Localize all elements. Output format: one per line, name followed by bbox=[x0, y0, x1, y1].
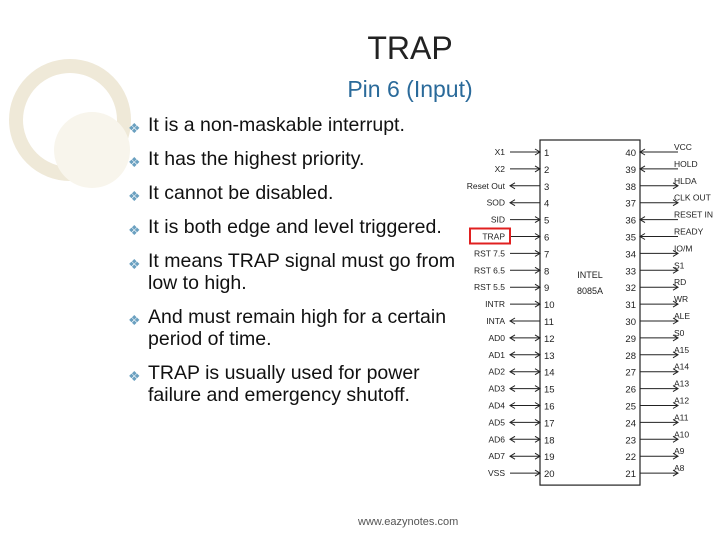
pin-label: X1 bbox=[494, 147, 505, 157]
pin-number: 37 bbox=[625, 198, 636, 210]
pin-number: 35 bbox=[625, 232, 636, 244]
pin-label: A15 bbox=[674, 344, 690, 355]
pin-number: 30 bbox=[625, 317, 636, 328]
pin-label: AD2 bbox=[488, 366, 505, 377]
pin-label: RST 6.5 bbox=[473, 265, 505, 276]
bullet-item bbox=[128, 182, 458, 204]
pin-label: AD1 bbox=[488, 349, 505, 360]
pin-number: 17 bbox=[544, 418, 555, 430]
pin-label: A14 bbox=[674, 361, 690, 372]
pin-number: 29 bbox=[625, 333, 636, 345]
bullet-item bbox=[128, 148, 458, 170]
pin-number: 22 bbox=[625, 452, 636, 464]
chip-label: INTEL bbox=[577, 270, 603, 280]
pin-label: HOLD bbox=[674, 158, 698, 169]
pin-number: 19 bbox=[544, 452, 555, 464]
pin-number: 28 bbox=[625, 350, 636, 362]
pin-label: INTR bbox=[485, 299, 505, 310]
pin-number: 7 bbox=[544, 249, 550, 261]
pin-number: 38 bbox=[625, 181, 636, 193]
bullet-marker-icon: ❖ bbox=[128, 188, 141, 204]
bullet-item bbox=[128, 216, 458, 238]
pin-number: 4 bbox=[544, 198, 550, 210]
pin-number: 21 bbox=[625, 469, 636, 481]
pin-label: TRAP bbox=[482, 231, 505, 242]
pin-label: CLK OUT bbox=[674, 192, 711, 203]
pin-number: 34 bbox=[625, 249, 636, 261]
pin-number: 11 bbox=[544, 317, 554, 328]
bullet-marker-icon: ❖ bbox=[128, 154, 141, 170]
pin-label: SID bbox=[490, 214, 505, 225]
pin-label: IO/M bbox=[674, 243, 693, 254]
pin-label: S1 bbox=[674, 260, 685, 271]
pin-number: 39 bbox=[625, 164, 636, 176]
bullet-item bbox=[128, 362, 458, 406]
pin-label: AD5 bbox=[488, 417, 505, 428]
bullet-text: It has the highest priority. bbox=[148, 148, 365, 170]
pin-label: INTA bbox=[486, 316, 505, 326]
pin-number: 2 bbox=[544, 164, 550, 176]
pin-label: AD0 bbox=[488, 332, 505, 343]
pin-label: VSS bbox=[487, 468, 505, 479]
pin-label: A8 bbox=[674, 463, 685, 474]
pin-number: 5 bbox=[544, 215, 550, 227]
pin-number: 24 bbox=[625, 418, 636, 430]
slide-subtitle: Pin 6 (Input) bbox=[347, 76, 473, 102]
pin-number: 9 bbox=[544, 283, 550, 295]
bullet-text: It is a non-maskable interrupt. bbox=[148, 114, 405, 136]
pin-number: 20 bbox=[544, 469, 555, 481]
pin-number: 36 bbox=[625, 215, 636, 227]
bullet-item bbox=[128, 114, 458, 136]
bullet-item bbox=[128, 306, 458, 350]
bullet-text: It is both edge and level triggered. bbox=[148, 216, 442, 238]
pin-label: A10 bbox=[674, 429, 690, 440]
bullet-marker-icon: ❖ bbox=[128, 368, 141, 384]
pin-label: READY bbox=[674, 226, 704, 237]
pin-label: SOD bbox=[486, 197, 505, 208]
pin-number: 18 bbox=[544, 435, 555, 447]
pin-number: 31 bbox=[625, 300, 636, 312]
pin-label: AD7 bbox=[488, 451, 505, 462]
pin-number: 33 bbox=[625, 266, 636, 278]
bullet-text: It cannot be disabled. bbox=[148, 182, 334, 204]
pin-label: S0 bbox=[674, 327, 685, 338]
chip-label: 8085A bbox=[576, 286, 604, 296]
pin-number: 12 bbox=[544, 333, 555, 345]
slide-title: TRAP bbox=[367, 30, 453, 66]
pin-label: RD bbox=[674, 277, 687, 288]
pin-label: X2 bbox=[494, 163, 505, 174]
bullet-text: And must remain high for a certain period of time. bbox=[148, 306, 447, 350]
pin-label: A13 bbox=[674, 378, 690, 389]
pin-label: AD6 bbox=[488, 434, 505, 445]
bullet-item bbox=[128, 250, 458, 294]
pin-label: A11 bbox=[674, 412, 689, 423]
pin-label: A12 bbox=[674, 395, 690, 406]
pin-label: AD3 bbox=[488, 383, 505, 394]
pin-number: 8 bbox=[544, 266, 550, 278]
pin-label: VCC bbox=[674, 142, 692, 152]
pin-label: WR bbox=[674, 294, 689, 305]
bullet-marker-icon: ❖ bbox=[128, 222, 141, 238]
bullet-marker-icon: ❖ bbox=[128, 312, 141, 328]
pin-diagram bbox=[455, 138, 715, 486]
pin-number: 32 bbox=[625, 283, 636, 295]
pin-number: 13 bbox=[544, 350, 555, 362]
pin-number: 27 bbox=[625, 367, 636, 379]
pin-label: A9 bbox=[674, 446, 685, 457]
pin-number: 23 bbox=[625, 435, 636, 447]
pin-label: RST 5.5 bbox=[473, 282, 505, 293]
pin-label: ALE bbox=[674, 311, 691, 321]
footer-url: www.eazynotes.com bbox=[358, 516, 459, 528]
pin-label: RESET IN bbox=[674, 209, 714, 220]
bullet-marker-icon: ❖ bbox=[128, 120, 141, 136]
pin-label: HLDA bbox=[674, 175, 697, 186]
decorative-circles bbox=[0, 0, 140, 260]
pin-label: AD4 bbox=[488, 400, 505, 411]
pin-number: 15 bbox=[544, 384, 555, 396]
bullet-marker-icon: ❖ bbox=[128, 256, 141, 272]
bullet-text: It means TRAP signal must go from low to high. bbox=[148, 250, 456, 294]
pin-number: 16 bbox=[544, 401, 555, 413]
pin-number: 14 bbox=[544, 367, 555, 379]
pin-label: Reset Out bbox=[466, 180, 505, 191]
pin-number: 3 bbox=[544, 181, 550, 193]
pin-number: 1 bbox=[544, 148, 550, 159]
pin-number: 40 bbox=[625, 148, 636, 159]
pin-number: 6 bbox=[544, 232, 550, 244]
pin-number: 26 bbox=[625, 384, 636, 396]
pin-label: RST 7.5 bbox=[473, 248, 505, 259]
pin-number: 25 bbox=[625, 401, 636, 413]
pin-number: 10 bbox=[544, 300, 555, 312]
bullet-list bbox=[128, 114, 458, 418]
bullet-text: TRAP is usually used for power failure and emergency shutoff. bbox=[148, 362, 420, 406]
